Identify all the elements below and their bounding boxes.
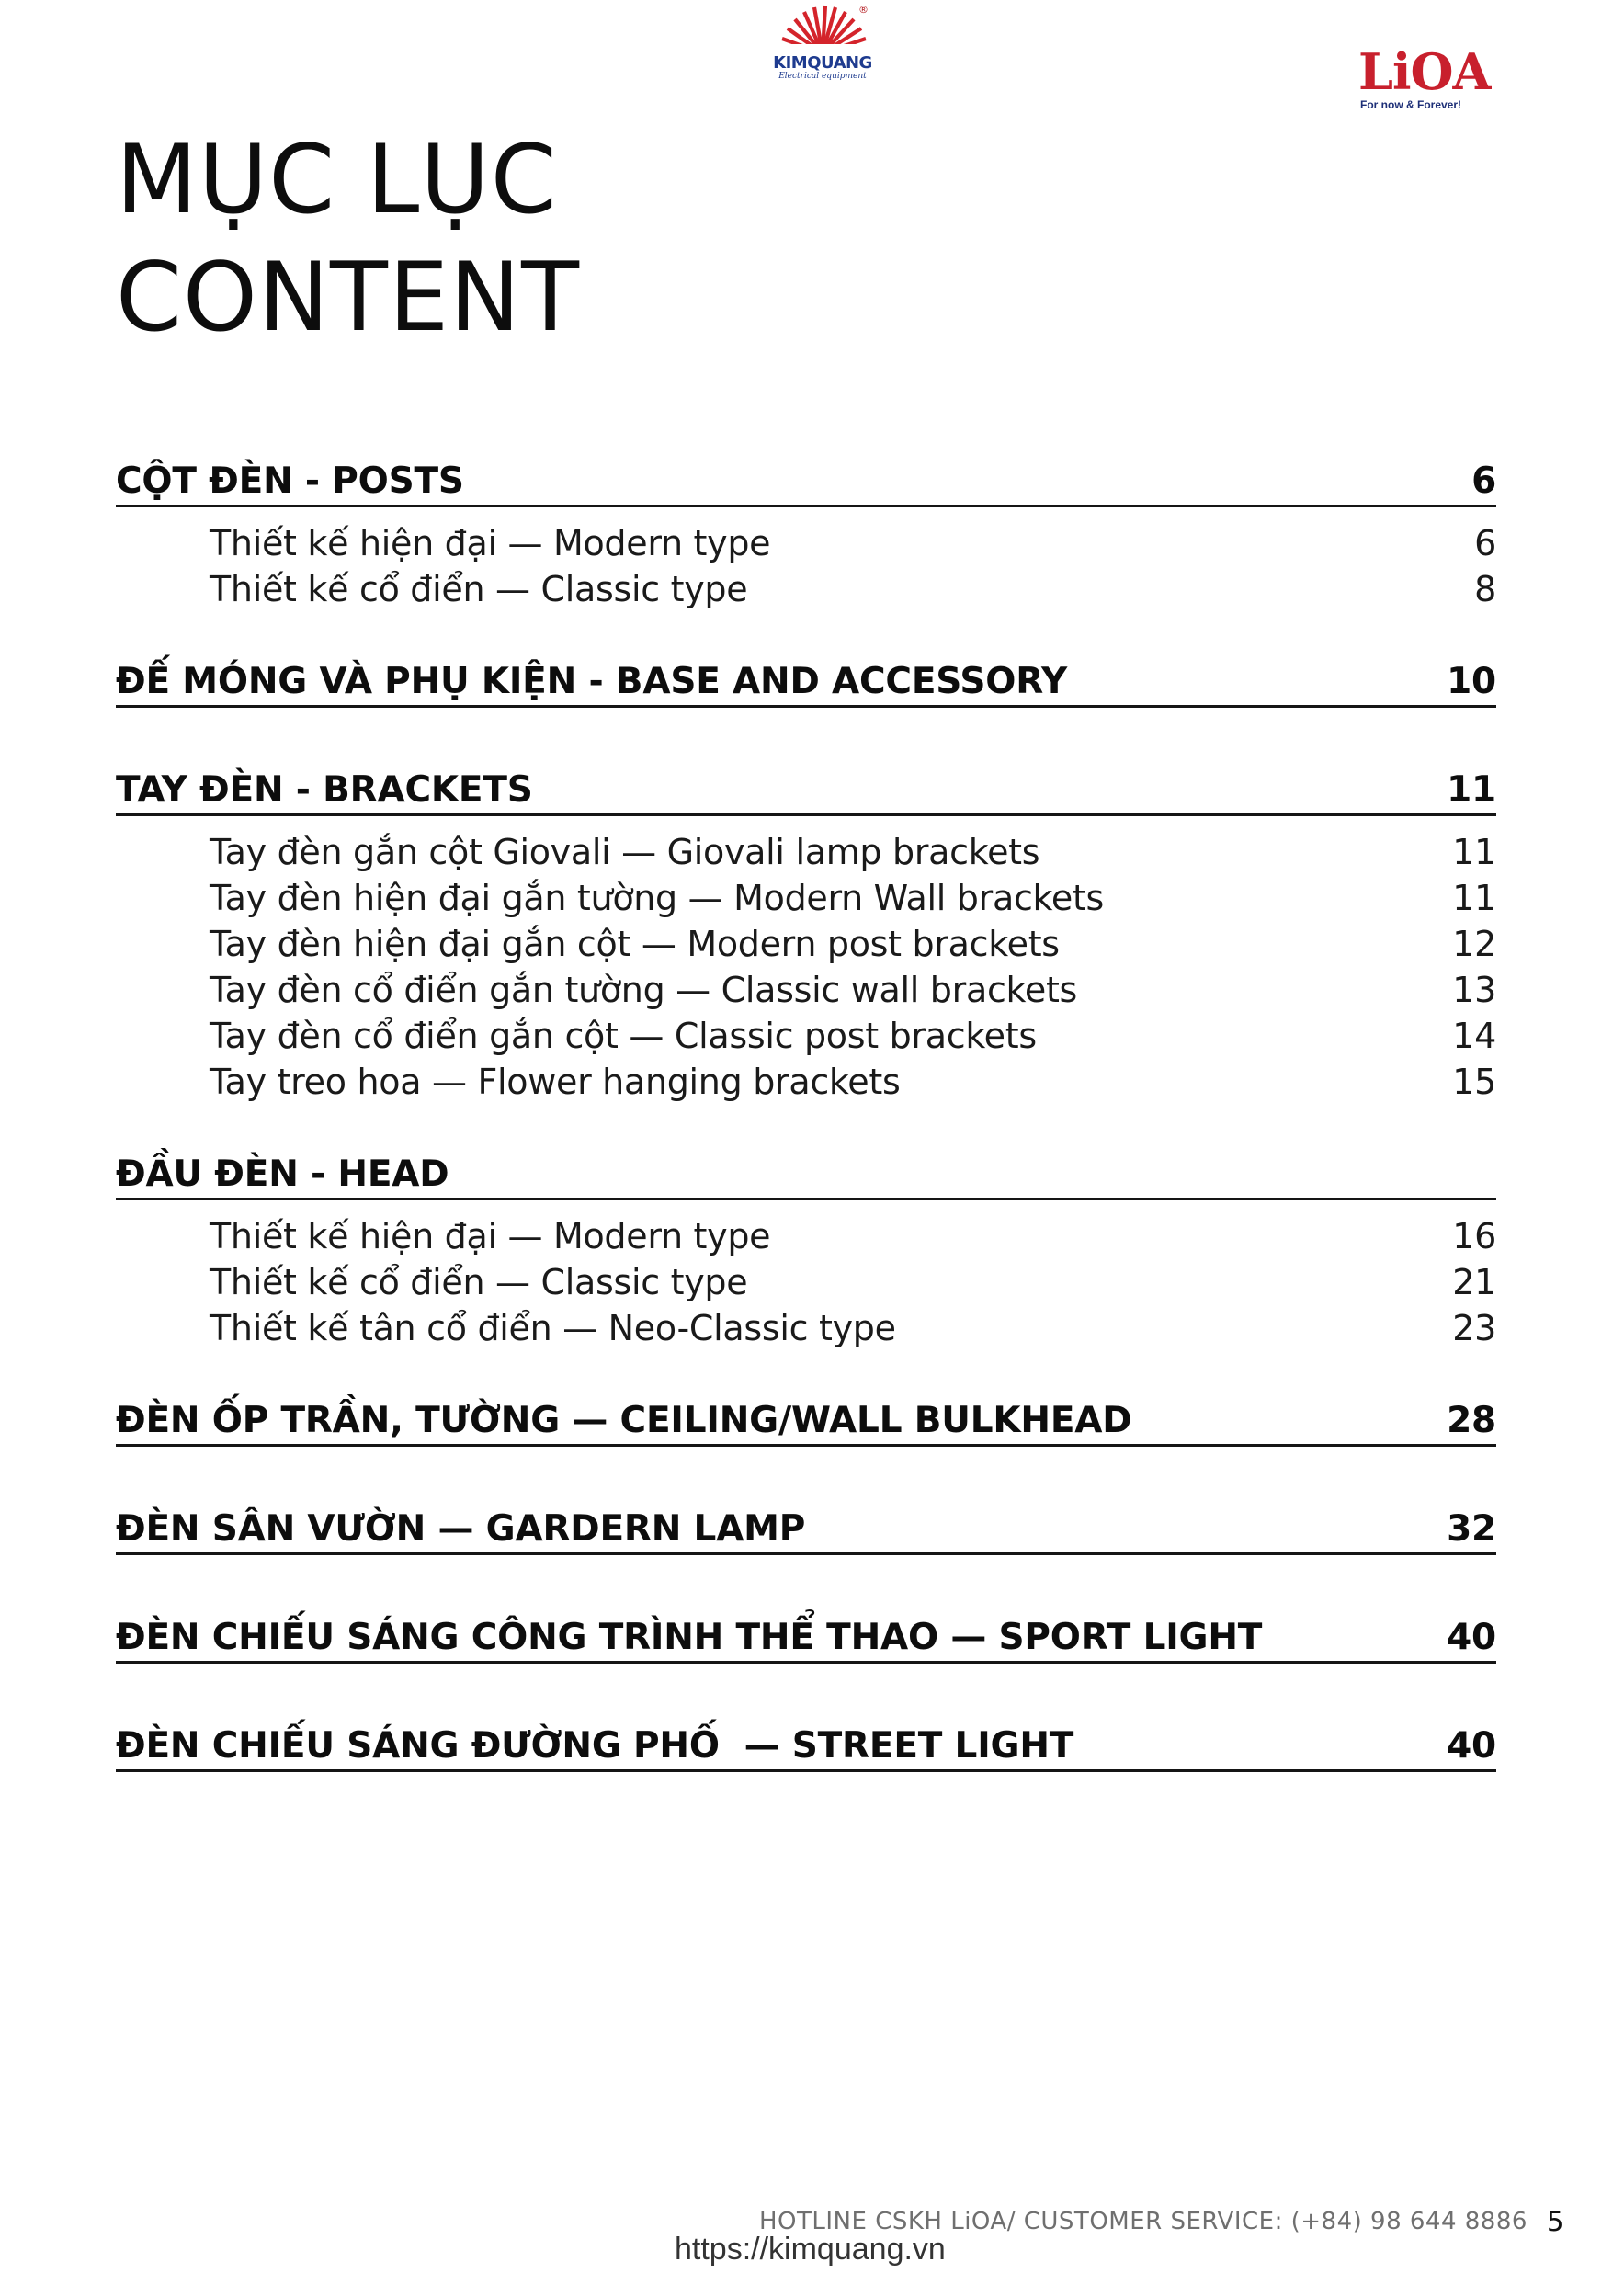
toc-section-title: ĐÈN SÂN VƯỜN — GARDERN LAMP	[116, 1508, 806, 1550]
toc-subsection-title: Tay đèn hiện đại gắn tường — Modern Wall brackets	[210, 878, 1105, 918]
toc-subsection-list	[116, 507, 1496, 612]
toc-subsection-item[interactable]	[210, 566, 1496, 612]
lioa-logo-name: LiOA	[1358, 42, 1491, 101]
toc-section	[116, 456, 1496, 612]
toc-section-heading[interactable]	[116, 1504, 1496, 1555]
toc-section-title: ĐÈN CHIẾU SÁNG ĐƯỜNG PHỐ — STREET LIGHT	[116, 1725, 1074, 1767]
toc-subsection-page: 12	[1452, 924, 1496, 964]
toc-subsection-page: 8	[1474, 569, 1496, 609]
kimquang-logo-subtitle: Electrical equipment	[778, 72, 867, 81]
toc-subsection-page: 11	[1452, 832, 1496, 872]
toc-subsection-page: 16	[1452, 1216, 1496, 1256]
lioa-logo-tagline: For now & Forever!	[1360, 98, 1462, 111]
toc-subsection-title: Tay đèn cổ điển gắn tường — Classic wall brackets	[210, 970, 1078, 1010]
toc-section	[116, 1504, 1496, 1555]
toc-subsection-item[interactable]	[210, 1259, 1496, 1305]
registered-mark: ®	[858, 4, 869, 16]
toc-section	[116, 1395, 1496, 1447]
toc-subsection-page: 23	[1452, 1308, 1496, 1348]
toc-section-heading[interactable]	[116, 1395, 1496, 1447]
toc-subsection-item[interactable]	[210, 875, 1496, 921]
toc-subsection-page: 13	[1452, 970, 1496, 1010]
toc-subsection-page: 14	[1452, 1016, 1496, 1056]
toc-subsection-title: Thiết kế hiện đại — Modern type	[210, 523, 771, 563]
toc-section-page: 10	[1447, 661, 1496, 702]
footer-website-link[interactable]: https://kimquang.vn	[675, 2232, 946, 2267]
page-title-vietnamese: MỤC LỤC	[116, 125, 558, 235]
toc-section-heading[interactable]	[116, 1149, 1496, 1200]
kimquang-logo-name: KIMQUANG	[773, 53, 872, 73]
toc-section-title: ĐẾ MÓNG VÀ PHỤ KIỆN - BASE AND ACCESSORY	[116, 661, 1067, 702]
toc-section-title: ĐÈN ỐP TRẦN, TƯỜNG — CEILING/WALL BULKHEAD	[116, 1400, 1132, 1441]
kimquang-rays-icon	[774, 4, 871, 55]
toc-subsection-item[interactable]	[210, 967, 1496, 1013]
toc-section-heading[interactable]	[116, 456, 1496, 507]
toc-subsection-title: Tay treo hoa — Flower hanging brackets	[210, 1062, 901, 1102]
toc-section-page: 28	[1447, 1400, 1496, 1441]
toc-section-page: 40	[1447, 1725, 1496, 1767]
kimquang-logo	[763, 4, 882, 85]
toc-subsection-item[interactable]	[210, 921, 1496, 967]
toc-section-page: 32	[1447, 1508, 1496, 1550]
toc-subsection-page: 11	[1452, 878, 1496, 918]
toc-subsection-list	[116, 816, 1496, 1105]
toc-subsection-item[interactable]	[210, 1059, 1496, 1105]
toc-subsection-page: 15	[1452, 1062, 1496, 1102]
toc-section-page: 6	[1471, 460, 1496, 502]
toc-section-heading[interactable]	[116, 1721, 1496, 1772]
page-number: 5	[1547, 2206, 1564, 2237]
toc-subsection-title: Tay đèn gắn cột Giovali — Giovali lamp brackets	[210, 832, 1040, 872]
toc-section	[116, 765, 1496, 1105]
toc-section-title: ĐẦU ĐÈN - HEAD	[116, 1154, 449, 1195]
toc-subsection-title: Thiết kế cổ điển — Classic type	[210, 569, 748, 609]
toc-subsection-item[interactable]	[210, 1305, 1496, 1351]
toc-subsection-page: 21	[1452, 1262, 1496, 1302]
toc-subsection-title: Thiết kế cổ điển — Classic type	[210, 1262, 748, 1302]
toc-subsection-title: Thiết kế tân cổ điển — Neo-Classic type	[210, 1308, 896, 1348]
toc-section-heading[interactable]	[116, 656, 1496, 708]
page-title-english: CONTENT	[116, 243, 581, 353]
toc-subsection-list	[116, 1200, 1496, 1351]
toc-section-page: 11	[1447, 769, 1496, 811]
toc-section	[116, 1721, 1496, 1772]
toc-subsection-item[interactable]	[210, 1013, 1496, 1059]
lioa-logo	[1358, 44, 1505, 114]
toc-section-title: ĐÈN CHIẾU SÁNG CÔNG TRÌNH THỂ THAO — SPORT LIGHT	[116, 1617, 1263, 1658]
toc-subsection-item[interactable]	[210, 1213, 1496, 1259]
toc-subsection-title: Tay đèn cổ điển gắn cột — Classic post brackets	[210, 1016, 1037, 1056]
toc-section-page: 40	[1447, 1617, 1496, 1658]
toc-section-heading[interactable]	[116, 1612, 1496, 1664]
toc-subsection-title: Tay đèn hiện đại gắn cột — Modern post brackets	[210, 924, 1060, 964]
toc-subsection-title: Thiết kế hiện đại — Modern type	[210, 1216, 771, 1256]
toc-section-heading[interactable]	[116, 765, 1496, 816]
footer-hotline: HOTLINE CSKH LiOA/ CUSTOMER SERVICE: (+84) 98 644 8886	[759, 2208, 1527, 2235]
toc-subsection-page: 6	[1474, 523, 1496, 563]
toc-subsection-item[interactable]	[210, 829, 1496, 875]
toc-section	[116, 656, 1496, 708]
toc-section-title: CỘT ĐÈN - POSTS	[116, 460, 464, 502]
toc-subsection-item[interactable]	[210, 520, 1496, 566]
toc-section	[116, 1149, 1496, 1351]
toc-section	[116, 1612, 1496, 1664]
toc-section-title: TAY ĐÈN - BRACKETS	[116, 769, 533, 811]
